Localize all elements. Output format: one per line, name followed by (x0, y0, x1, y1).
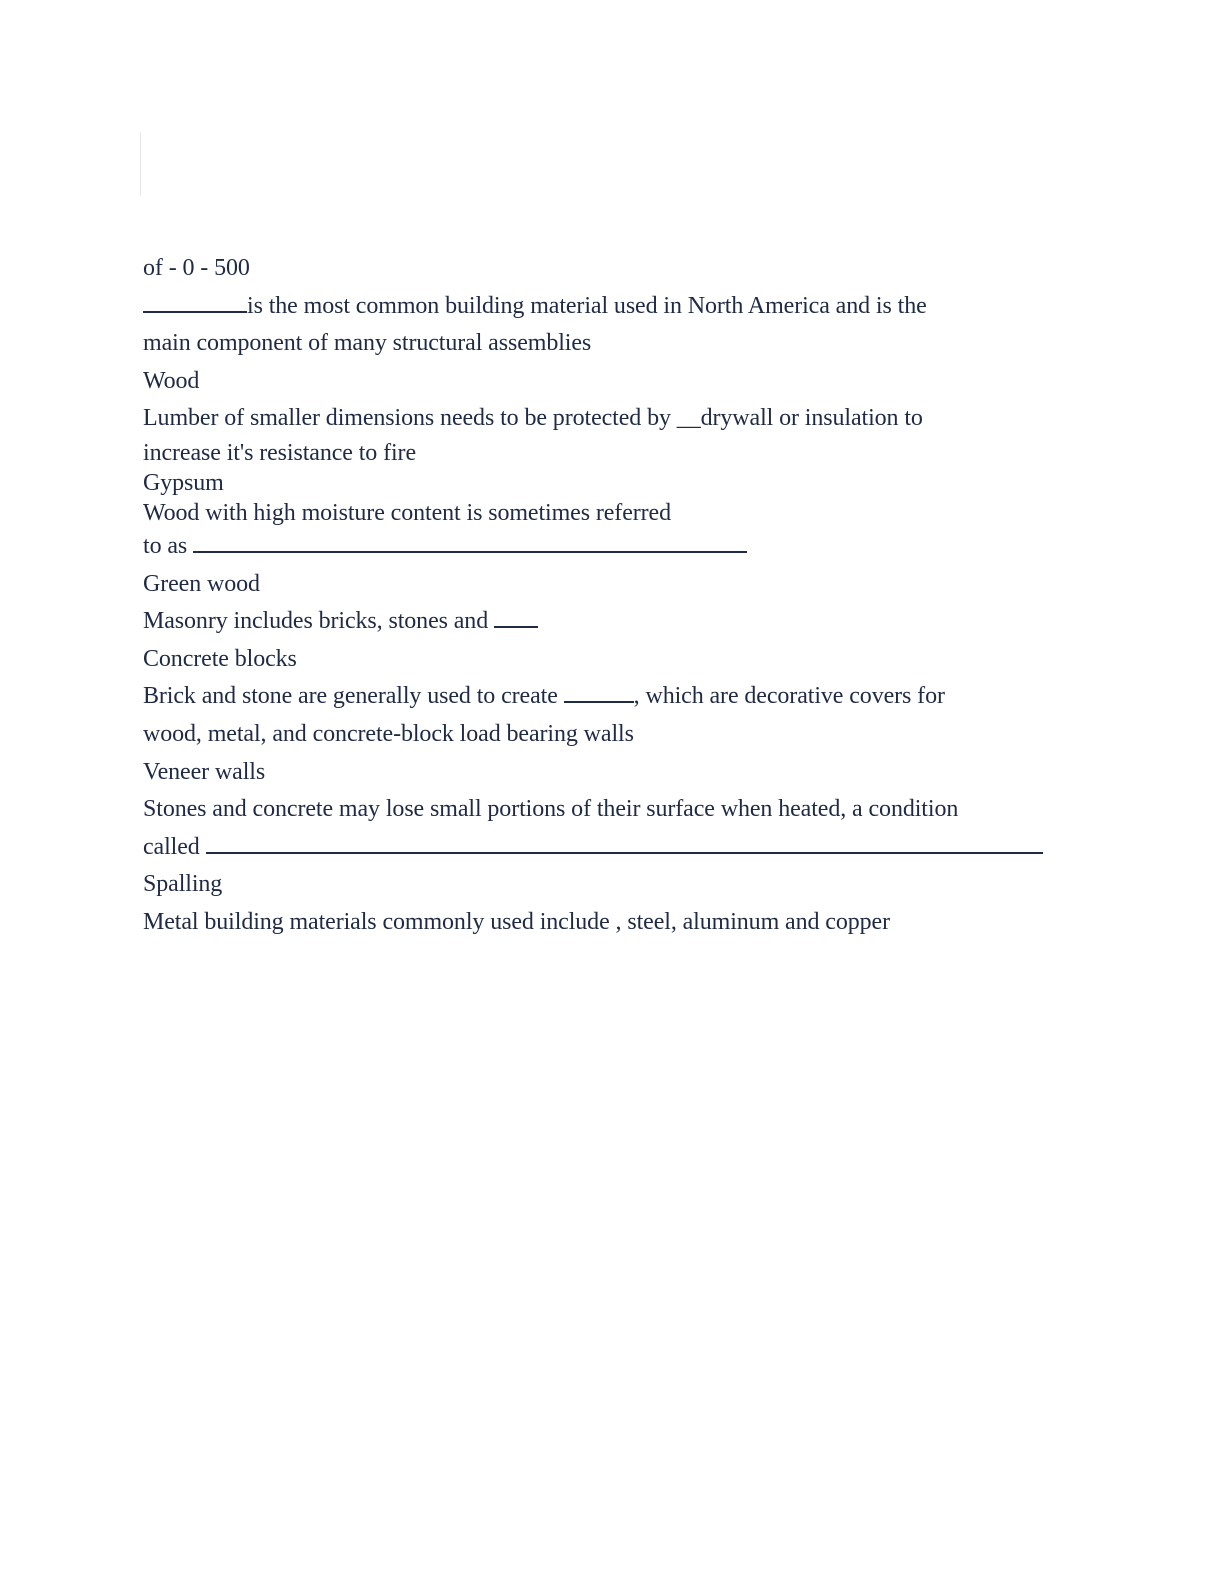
question-3-line-2: to as (143, 528, 1053, 566)
question-3-line-1: Wood with high moisture content is sometimes referred (143, 499, 671, 526)
answer-blank (143, 293, 247, 313)
answer-5: Veneer walls (143, 758, 266, 785)
answer-6: Spalling (143, 871, 223, 898)
header-text: of - 0 - 500 (143, 255, 250, 281)
document-content (143, 250, 1053, 942)
answer-blank (564, 683, 634, 703)
question-6-line-2: called (143, 829, 1053, 867)
question-1-line-2: main component of many structural assemblies (143, 330, 592, 357)
question-2-line-1: Lumber of smaller dimensions needs to be protected by __drywall or insulation to (143, 405, 923, 432)
answer-1: Wood (143, 367, 200, 394)
answer-blank (206, 834, 1043, 854)
question-5-line-1: Brick and stone are generally used to create , which are decorative covers for (143, 683, 945, 710)
question-6-line-1: Stones and concrete may lose small portions of their surface when heated, a condition (143, 796, 959, 823)
answer-blank (494, 608, 538, 628)
answer-3: Green wood (143, 570, 260, 597)
answer-2: Gypsum (143, 469, 224, 496)
question-1-line-1: is the most common building material used in North America and is the (143, 288, 1053, 326)
question-2-line-2: increase it's resistance to fire (143, 439, 416, 466)
question-7-line-1: Metal building materials commonly used include , steel, aluminum and copper (143, 908, 890, 935)
margin-mark (140, 132, 141, 196)
question-5-line-2: wood, metal, and concrete-block load bearing walls (143, 720, 634, 747)
answer-blank (193, 533, 747, 553)
question-4-line-1: Masonry includes bricks, stones and (143, 603, 1053, 641)
answer-4: Concrete blocks (143, 645, 297, 672)
